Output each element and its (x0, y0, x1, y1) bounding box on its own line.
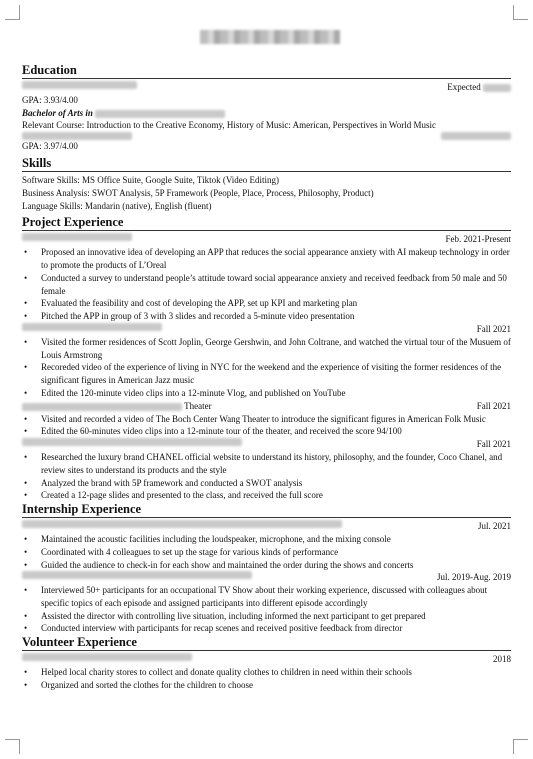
list-item: • Coordinated with 4 colleagues to set up the stage for various kinds of performance (22, 546, 511, 559)
internship-date: Jul. 2019-Aug. 2019 (437, 572, 511, 583)
section-title-volunteer: Volunteer Experience (22, 635, 511, 651)
project-section (22, 215, 511, 502)
internship-bullets (22, 533, 511, 571)
redacted-internship-title (22, 571, 252, 579)
redacted-name (200, 30, 340, 44)
volunteer-bullets (22, 666, 511, 692)
list-item: • Maintained the acoustic facilities including the loudspeaker, microphone, and the mixing console (22, 533, 511, 546)
volunteer-section (22, 635, 511, 691)
resume-document (22, 63, 511, 692)
redacted-school (22, 132, 132, 140)
list-item: • Researched the luxury brand CHANEL official website to understand its history, philosophy, and the founder, Coco Chanel, and review sites to understand its products and the style (22, 451, 511, 477)
internship-date: Jul. 2021 (477, 521, 511, 532)
list-item: • Proposed an innovative idea of developing an APP that reduces the social appearance anxiety with AI makeup technology in order to promote the products of L’Oreal (22, 246, 511, 272)
list-item: • Guided the audience to check-in for each show and maintained the order during the shows and concerts (22, 559, 511, 572)
project-header (22, 438, 511, 451)
redacted-project-title (22, 233, 132, 241)
project-date: Fall 2021 (476, 323, 511, 334)
list-item: • Interviewed 50+ participants for an occupational TV Show about their working experience, discussed with colleagues about specific topics of each episode and assigned participants into different episode accordingly (22, 584, 511, 610)
redacted-project-title (22, 323, 162, 331)
project-bullets (22, 451, 511, 502)
page-corner-mark (5, 5, 20, 20)
redacted-internship-title (22, 520, 342, 528)
software-skills: Software Skills: MS Office Suite, Google Suite, Tiktok (Video Editing) (22, 174, 280, 185)
redacted-major (95, 110, 225, 118)
section-title-projects: Project Experience (22, 215, 511, 231)
list-item: • Conducted interview with participants for recap scenes and received positive feedback from director (22, 622, 511, 635)
internship-bullets (22, 584, 511, 635)
gpa: GPA: 3.97/4.00 (22, 141, 78, 152)
list-item: • Conducted a survey to understand people’s attitude toward social appearance anxiety and received feedback from 50 male and 50 female (22, 272, 511, 298)
page-corner-mark (513, 5, 528, 20)
redacted-date (441, 132, 511, 140)
page-corner-mark (513, 739, 528, 754)
project-date: Fall 2021 (476, 439, 511, 450)
business-skills: Business Analysis: SWOT Analysis, 5P Framework (People, Place, Process, Philosophy, Product) (22, 187, 374, 198)
list-item: • Created a 12-page slides and presented to the class, and received the full score (22, 489, 511, 502)
internship-header (22, 520, 511, 533)
volunteer-header (22, 653, 511, 666)
project-bullets (22, 246, 511, 323)
redacted-volunteer-title (22, 653, 192, 661)
redacted-school (22, 81, 137, 89)
list-item: • Helped local charity stores to collect and donate quality clothes to children in need within their schools (22, 666, 511, 679)
project-bullets (22, 413, 511, 439)
volunteer-date: 2018 (493, 654, 511, 665)
redacted-project-title (22, 438, 242, 446)
project-header (22, 323, 511, 336)
skills-section (22, 156, 511, 212)
list-item: • Visited the former residences of Scott Joplin, George Gershwin, and John Coltrane, and watched the virtual tour of the Musuem of Louis Armstrong (22, 336, 511, 362)
list-item: • Edited the 120-minute video clips into a 12-minute Vlog, and published on YouTube (22, 387, 511, 400)
list-item: • Organized and sorted the clothes for the children to choose (22, 679, 511, 692)
project-bullets (22, 336, 511, 400)
project-title: Theater (22, 400, 212, 413)
education-entry-header (22, 81, 511, 94)
degree: Bachelor of Arts in (22, 107, 511, 120)
project-header (22, 233, 511, 246)
education-entry-header (22, 132, 511, 140)
list-item: • Assisted the director with controlling live situation, including informed the next participant to get prepared (22, 610, 511, 623)
language-skills: Language Skills: Mandarin (native), English (fluent) (22, 200, 212, 211)
internship-section (22, 502, 511, 635)
project-date: Feb. 2021-Present (445, 234, 511, 245)
internship-header (22, 571, 511, 584)
list-item: • Recoreded video of the experience of living in NYC for the weekend and the experience of visiting the former residences of the significant figures in American Jazz music (22, 361, 511, 387)
gpa: GPA: 3.93/4.00 (22, 94, 78, 105)
section-title-skills: Skills (22, 156, 511, 172)
project-header (22, 400, 511, 413)
list-item: • Pitched the APP in group of 3 with 3 slides and recorded a 5-minute video presentation (22, 310, 511, 323)
list-item: • Evaluated the feasibility and cost of developing the APP, set up KPI and marketing plan (22, 297, 511, 310)
education-section (22, 63, 511, 153)
section-title-internship: Internship Experience (22, 502, 511, 518)
list-item: • Analyzed the brand with 5P framework and conducted a SWOT analysis (22, 477, 511, 490)
relevant-course: Relevant Course: Introduction to the Creative Economy, History of Music: American, Perspectives in World Music (22, 120, 436, 131)
page-corner-mark (5, 739, 20, 754)
section-title-education: Education (22, 63, 511, 79)
list-item: • Visited and recorded a video of The Boch Center Wang Theater to introduce the significant figures in American Folk Music (22, 413, 511, 426)
education-date: Expected (447, 81, 511, 94)
list-item: • Edited the 60-minutes video clips into a 12-minute tour of the theater, and received the score 94/100 (22, 425, 511, 438)
project-date: Fall 2021 (476, 400, 511, 411)
